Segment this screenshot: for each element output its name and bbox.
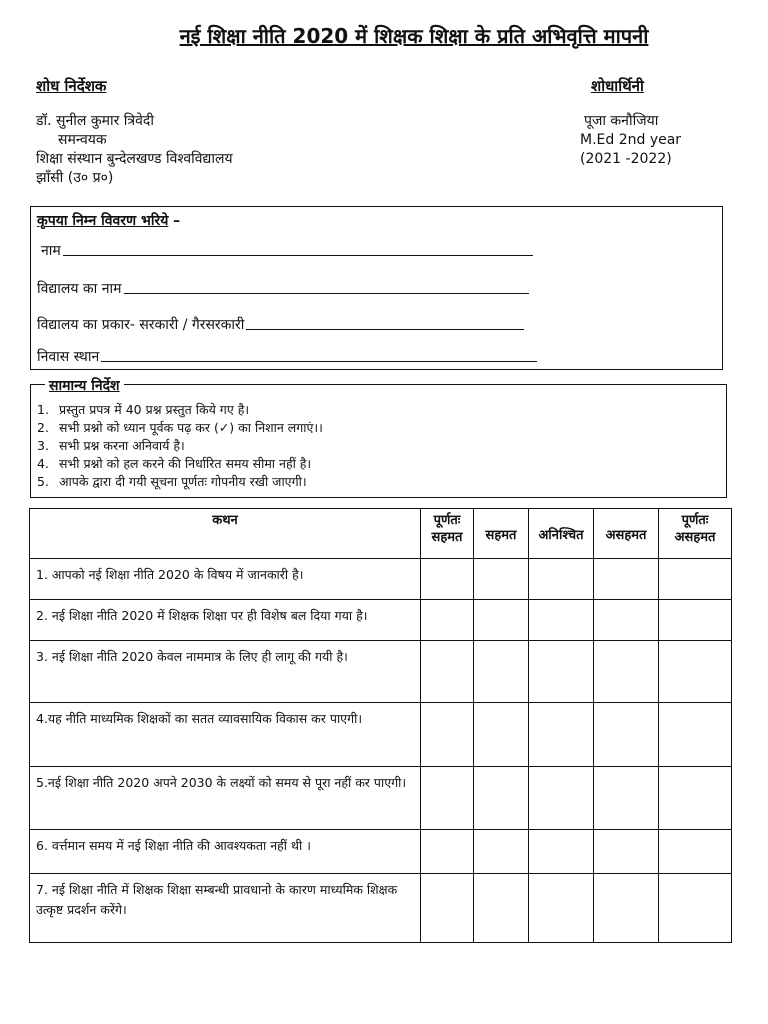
supervisor-name: डॉ. सुनील कुमार त्रिवेदी [36,113,154,129]
school-type-blank[interactable] [246,328,524,330]
instruction-item: 5. आपके द्वारा दी गयी सूचना पूर्णतः गोपनीय रखी जाएगी। [37,474,307,489]
response-cell[interactable] [529,874,594,943]
residence-label: निवास स्थान [37,349,100,365]
response-cell[interactable] [594,559,659,600]
researcher-name: पूजा कनौजिया [584,113,659,129]
researcher-session: (2021 -2022) [580,151,672,167]
supervisor-institute: शिक्षा संस्थान बुन्देलखण्ड विश्वविद्यालय [36,151,233,167]
response-cell[interactable] [529,830,594,874]
instruction-item: 1. प्रस्तुत प्रपत्र में 40 प्रश्न प्रस्तुत किये गए है। [37,402,250,417]
response-cell[interactable] [659,767,732,830]
details-heading: कृपया निम्न विवरण भरिये – [37,213,181,229]
school-name-label: विद्यालय का नाम [37,281,122,297]
response-cell[interactable] [529,641,594,703]
header-statement: कथन [30,509,421,559]
response-cell[interactable] [421,830,474,874]
table-row [30,703,732,767]
response-cell[interactable] [594,874,659,943]
response-cell[interactable] [659,641,732,703]
school-name-blank[interactable] [124,292,529,294]
school-type-label: विद्यालय का प्रकार- सरकारी / गैरसरकारी [37,317,245,333]
table-row [30,600,732,641]
response-cell[interactable] [529,703,594,767]
name-field[interactable] [41,241,533,260]
instruction-item: 2. सभी प्रश्नो को ध्यान पूर्वक पढ़ कर (✓) का निशान लगाएं।। [37,420,323,435]
school-type-field[interactable] [37,315,524,334]
response-cell[interactable] [421,559,474,600]
header-strongly-agree: पूर्णतः सहमत [421,509,474,559]
table-row [30,559,732,600]
supervisor-block [36,112,233,188]
response-cell[interactable] [594,830,659,874]
response-cell[interactable] [474,600,529,641]
instructions-heading: सामान्य निर्देश [45,376,124,395]
response-cell[interactable] [421,641,474,703]
supervisor-city: झाँसी (उ० प्र०) [36,170,114,186]
statement-cell: 5.नई शिक्षा नीति 2020 अपने 2030 के लक्ष्यों को समय से पूरा नहीं कर पाएगी। [30,767,421,830]
statement-cell: 6. वर्त्तमान समय में नई शिक्षा नीति की आवश्यकता नहीं थी । [30,830,421,874]
name-blank[interactable] [63,254,533,256]
researcher-heading: शोधार्थिनी [591,77,644,95]
response-cell[interactable] [659,559,732,600]
details-form [30,206,723,370]
table-row [30,767,732,830]
response-cell[interactable] [474,830,529,874]
response-cell[interactable] [659,600,732,641]
header-strongly-disagree: पूर्णतः असहमत [659,509,732,559]
header-agree: सहमत [474,509,529,559]
instructions-list [37,401,323,491]
supervisor-heading: शोध निर्देशक [36,77,107,95]
table-row [30,874,732,943]
statement-cell: 1. आपको नई शिक्षा नीति 2020 के विषय में जानकारी है। [30,559,421,600]
response-cell[interactable] [594,641,659,703]
name-label: नाम [41,243,61,259]
instructions-box [30,378,727,498]
response-cell[interactable] [659,874,732,943]
response-cell[interactable] [474,767,529,830]
table-row [30,830,732,874]
residence-field[interactable] [37,347,537,366]
researcher-block [580,112,681,169]
response-cell[interactable] [474,874,529,943]
header-undecided: अनिश्चित [529,509,594,559]
statement-cell: 3. नई शिक्षा नीति 2020 केवल नाममात्र के लिए ही लागू की गयी है। [30,641,421,703]
response-cell[interactable] [659,830,732,874]
table-header-row [30,509,732,559]
response-cell[interactable] [594,767,659,830]
header-disagree: असहमत [594,509,659,559]
response-cell[interactable] [529,559,594,600]
response-cell[interactable] [594,600,659,641]
response-cell[interactable] [594,703,659,767]
response-cell[interactable] [474,641,529,703]
statement-cell: 4.यह नीति माध्यमिक शिक्षकों का सतत व्यावसायिक विकास कर पाएगी। [30,703,421,767]
statement-cell: 2. नई शिक्षा नीति 2020 में शिक्षक शिक्षा पर ही विशेष बल दिया गया है। [30,600,421,641]
response-cell[interactable] [421,874,474,943]
school-name-field[interactable] [37,279,529,298]
response-cell[interactable] [474,703,529,767]
instruction-item: 4. सभी प्रश्नो को हल करने की निर्धारित समय सीमा नहीं है। [37,456,312,471]
response-cell[interactable] [421,767,474,830]
instruction-item: 3. सभी प्रश्न करना अनिवार्य है। [37,438,185,453]
researcher-course: M.Ed 2nd year [580,132,682,148]
supervisor-role: समन्वयक [58,132,107,148]
form-title: नई शिक्षा नीति 2020 में शिक्षक शिक्षा के प्रति अभिवृत्ति मापनी [179,24,649,48]
response-cell[interactable] [421,703,474,767]
response-cell[interactable] [529,600,594,641]
response-cell[interactable] [474,559,529,600]
response-cell[interactable] [421,600,474,641]
table-row [30,641,732,703]
residence-blank[interactable] [101,360,537,362]
likert-table [29,508,732,943]
response-cell[interactable] [659,703,732,767]
statement-cell: 7. नई शिक्षा नीति में शिक्षक शिक्षा सम्बन्धी प्रावधानो के कारण माध्यमिक शिक्षक उत्कृष्ट प्रदर्शन करेंगे। [30,874,421,943]
response-cell[interactable] [529,767,594,830]
